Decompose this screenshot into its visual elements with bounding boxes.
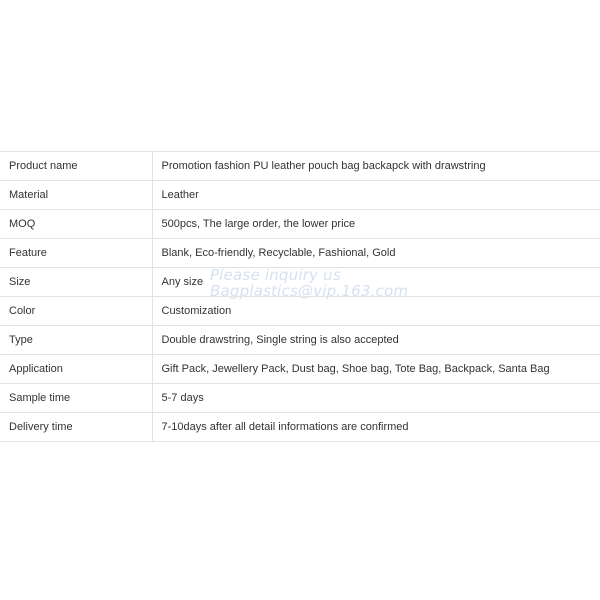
table-row-product-name [0,152,600,181]
row-value: 5-7 days [152,384,600,413]
row-label: Feature [0,239,152,268]
table-row-delivery-time [0,413,600,442]
row-value: Any size [152,268,600,297]
table-row-sample-time [0,384,600,413]
row-value: 500pcs, The large order, the lower price [152,210,600,239]
table-row-application [0,355,600,384]
table-row-color [0,297,600,326]
row-label: Product name [0,152,152,181]
table-row-moq [0,210,600,239]
row-value: Double drawstring, Single string is also accepted [152,326,600,355]
product-spec-table [0,151,600,442]
row-label: Type [0,326,152,355]
row-label: Size [0,268,152,297]
watermark-line-2: Bagplastics@vip.163.com [210,282,409,300]
row-value: Leather [152,181,600,210]
row-label: Delivery time [0,413,152,442]
row-label: Color [0,297,152,326]
row-value: Gift Pack, Jewellery Pack, Dust bag, Shoe bag, Tote Bag, Backpack, Santa Bag [152,355,600,384]
table-row-size [0,268,600,297]
table-row-material [0,181,600,210]
row-label: Sample time [0,384,152,413]
row-label: Material [0,181,152,210]
table-row-feature [0,239,600,268]
row-value: Customization [152,297,600,326]
row-value: 7-10days after all detail informations are confirmed [152,413,600,442]
watermark-line-1: Please inquiry us [210,266,341,284]
row-label: Application [0,355,152,384]
table-row-type [0,326,600,355]
row-value: Promotion fashion PU leather pouch bag backapck with drawstring [152,152,600,181]
row-value: Blank, Eco-friendly, Recyclable, Fashional, Gold [152,239,600,268]
row-label: MOQ [0,210,152,239]
